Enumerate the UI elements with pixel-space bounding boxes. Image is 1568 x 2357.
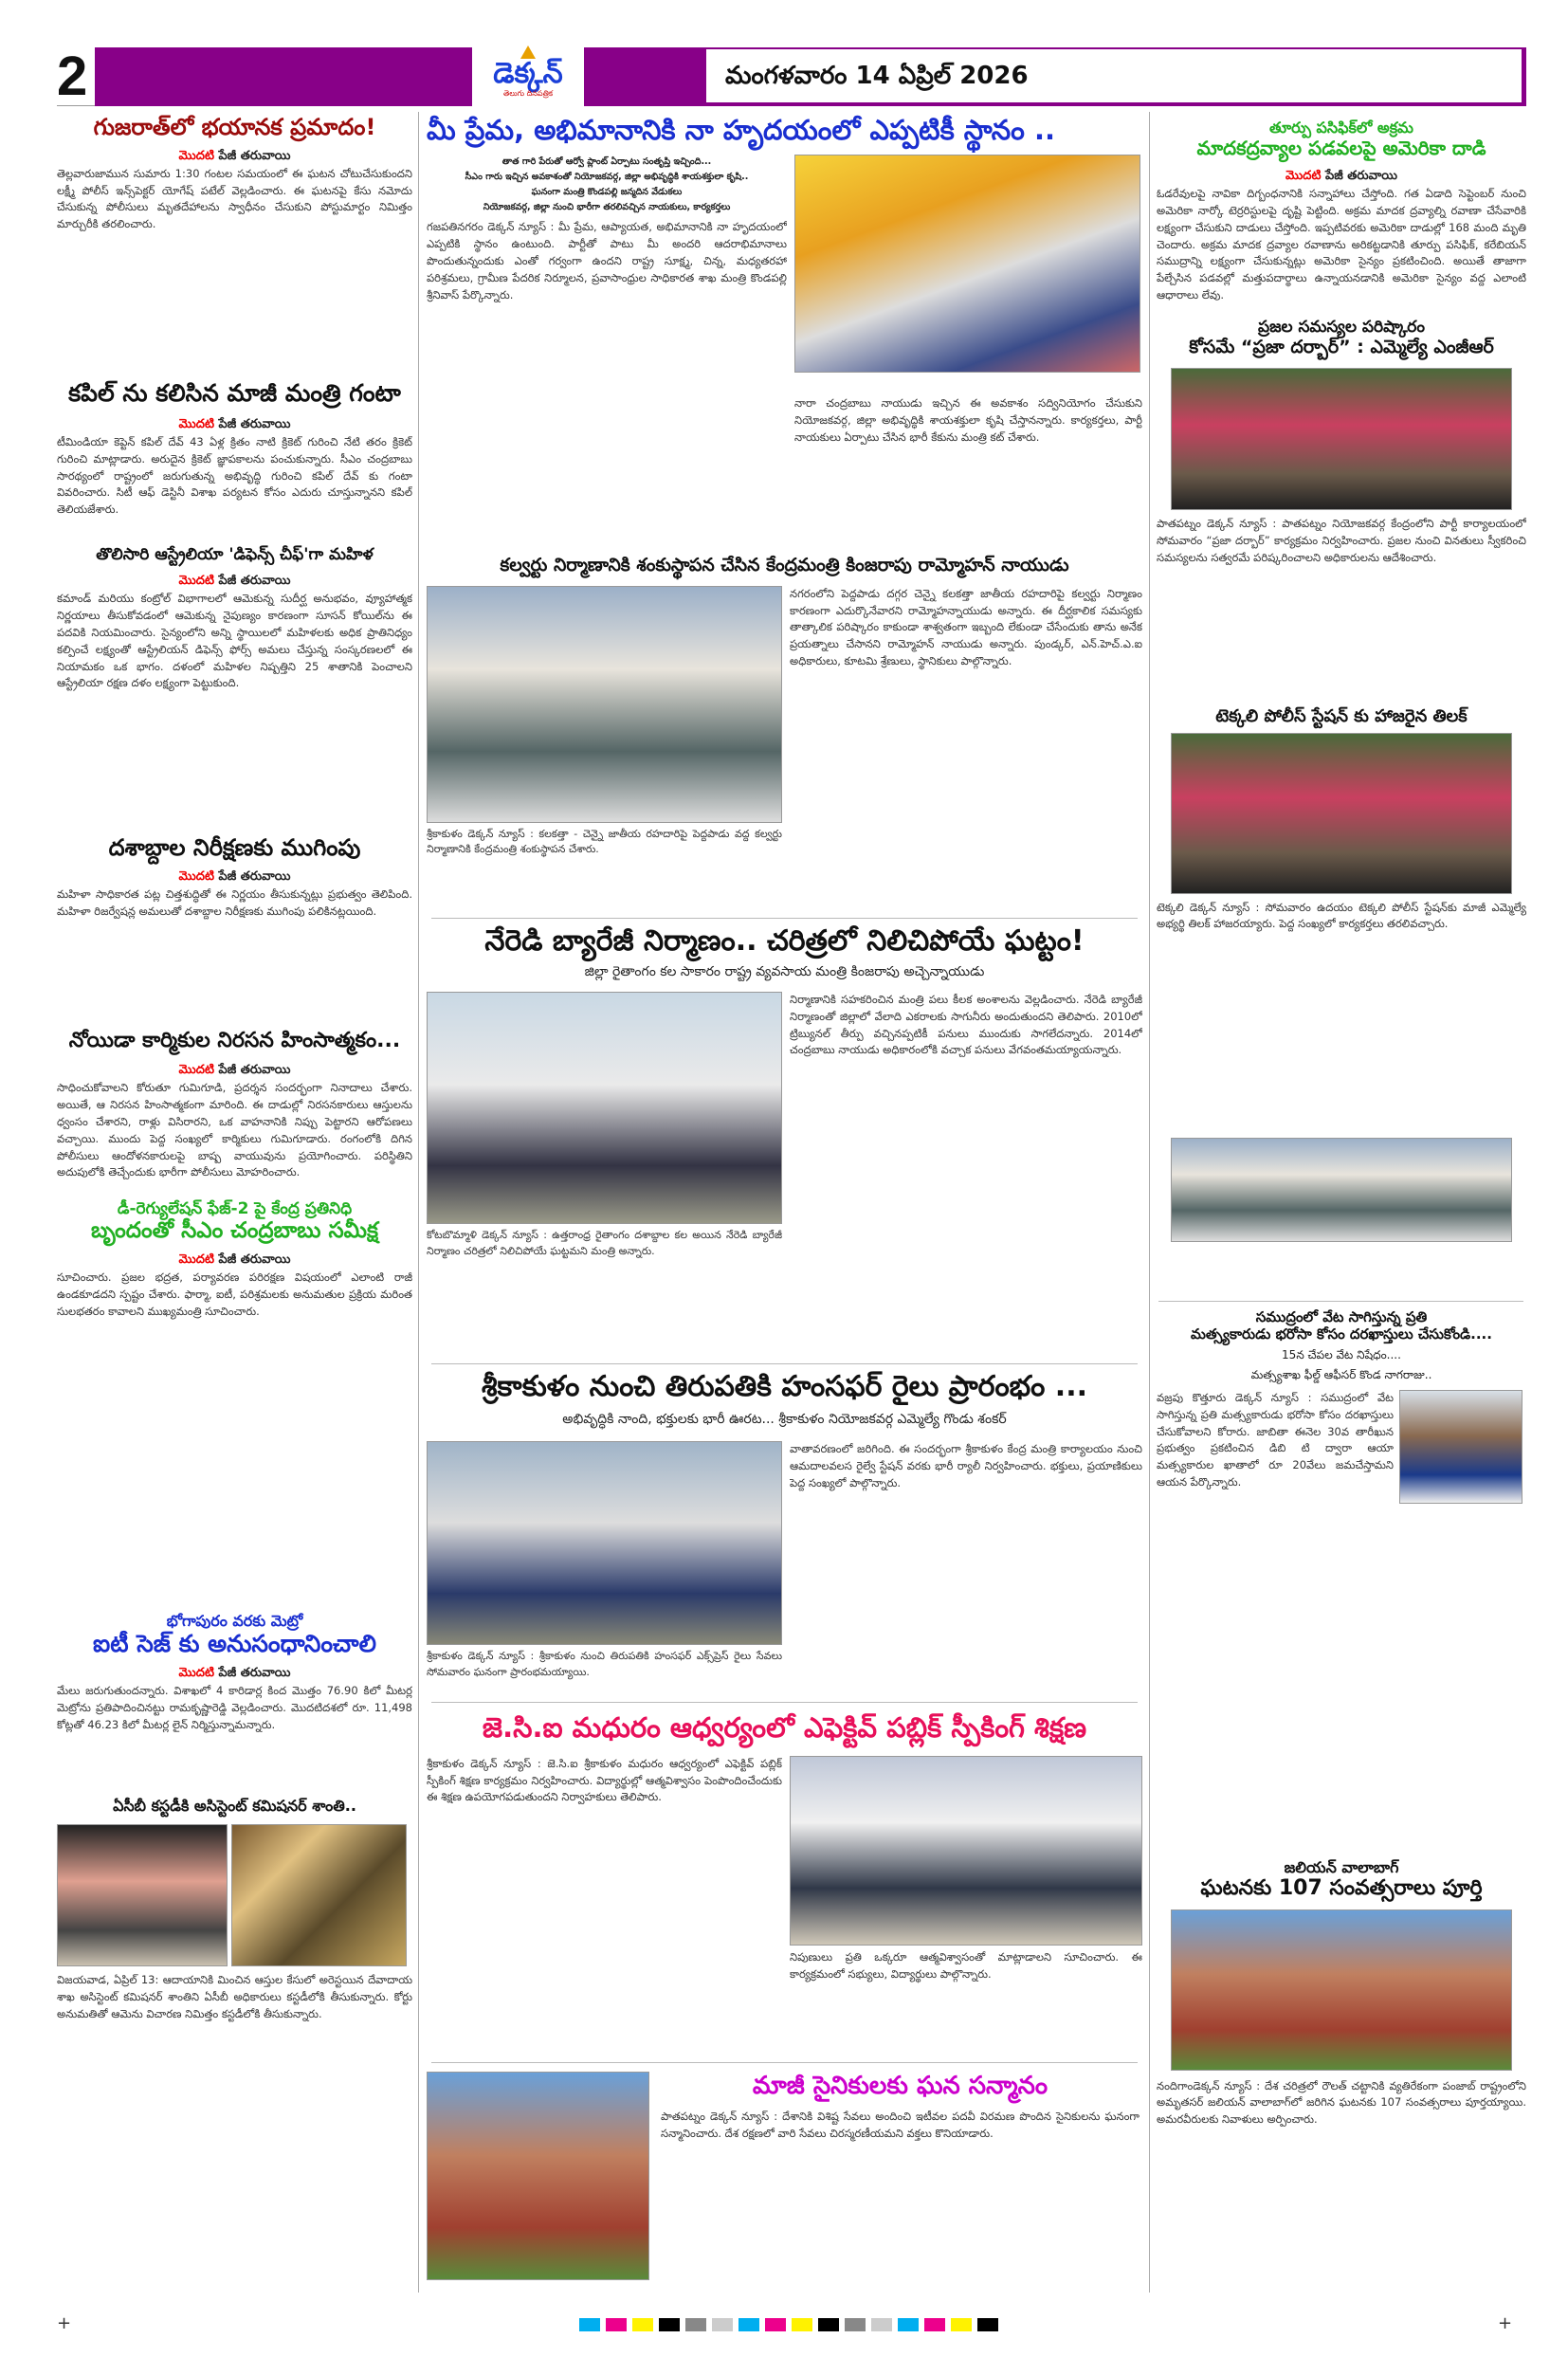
continued-label: మొదటి పేజీ తరువాయి <box>178 1252 291 1267</box>
article-metro <box>57 1612 412 1778</box>
divider <box>431 1363 1138 1364</box>
headline: తొలిసారి ఆస్ట్రేలియా 'డిఫెన్స్ చీఫ్'గా మహిళ <box>96 545 374 564</box>
headline-kicker: సముద్రంలో వేట సాగిస్తున్న ప్రతి <box>1255 1308 1428 1325</box>
article-praja-darbar <box>1157 318 1526 682</box>
continued-label: మొదటి పేజీ తరువాయి <box>178 1666 291 1681</box>
headline-kicker: తూర్పు పసిఫిక్‌లో అక్రమ <box>1269 119 1413 137</box>
headline-kicker: జలియన్ వాలాబాగ్ <box>1284 1858 1399 1876</box>
photo-police-station <box>1171 733 1512 894</box>
photo-birthday-celebration <box>794 155 1140 373</box>
headline-kicker: డీ-రెగ్యులేషన్ ఫేజ్-2 పై కేంద్ర ప్రతినిధి <box>117 1199 353 1218</box>
photo-caption: కోటబొమ్మాళి డెక్కన్ న్యూస్ : ఉత్తరాంధ్ర రైతాంగం దశాబ్దాల కల అయిన నేరెడి బ్యారేజీ నిర్మాణం చరిత్రలో నిలిచిపోయే ఘట్టమని మంత్రి అన్నారు. <box>427 1229 782 1257</box>
photo-jallianwala-memorial <box>1171 1909 1512 2071</box>
photo-field-officer <box>1399 1390 1522 1504</box>
article-body: పాతపట్నం డెక్కన్ న్యూస్ : పాతపట్నం నియోజకవర్గ కేంద్రంలోని పార్టీ కార్యాలయంలో సోమవారం “ప్రజా దర్బార్” కార్యక్రమం నిర్వహించారు. ప్రజల నుంచి వినతులు స్వీకరించి సమస్యలను సత్వరమే పరిష్కరించాలని అధికారులను ఆదేశించారు. <box>1157 517 1526 564</box>
photo-praja-darbar <box>1171 368 1512 510</box>
headline: నోయిడా కార్మికుల నిరసన హింసాత్మకం... <box>68 1029 401 1052</box>
article-ex-servicemen <box>427 2072 1142 2280</box>
continued-label: మొదటి పేజీ తరువాయి <box>178 1063 291 1078</box>
headline: కల్వర్టు నిర్మాణానికి శంకుస్థాపన చేసిన కేంద్రమంత్రి కింజరాపు రామ్మోహన్ నాయుడు <box>500 555 1069 576</box>
sub-headlines: తాత గారి పేరుతో ఆర్వో ప్లాంట్ ఏర్పాటు సంతృప్తి ఇచ్చింది... సీఎం గారు ఇచ్చిన అవకాశంతో నియోజకవర్గ, జిల్లా అభివృద్ధికి శాయశక్తులా కృషి.. ఘనంగా మంత్రి కొండపల్లి జన్మదిన వేడుకలు నియోజకవర్గ, జిల్లా నుంచి భారీగా తరలివచ్చిన నాయకులు, కార్యకర్తలు <box>465 155 749 213</box>
article-body: మేలు జరుగుతుందన్నారు. విశాఖలో 4 కారిడార్ల కింద మొత్తం 76.90 కిలో మీటర్ల మెట్రోను ప్రతిపాదించినట్టు రామకృష్ణారెడ్డి వెల్లడించారు. మొదటిదశలో రూ. 11,498 కోట్లతో 46.23 కిలో మీటర్ల లైన్ నిర్మిస్తున్నామన్నారు. <box>57 1684 412 1731</box>
photo-train-launch <box>427 1441 782 1645</box>
article-body: వజ్రపు కొత్తూరు డెక్కన్ న్యూస్ : సముద్రంలో వేట సాగిస్తున్న ప్రతి మత్స్యకారుడు భరోసా కోసం దరఖాస్తులు చేసుకోవాలని కోరారు. జాబితా ఈనెల 30వ తారీఖున ప్రభుత్వం ప్రకటించిన డిబి టి ద్వారా ఆయా మత్స్యకారుల ఖాతాలో రూ 20వేలు జమచేస్తామని ఆయన పేర్కొన్నారు. <box>1157 1391 1394 1489</box>
article-body: విజయవాడ, ఏప్రిల్ 13: ఆదాయానికి మించిన ఆస్తుల కేసులో అరెస్టయిన దేవాదాయ శాఖ అసిస్టెంట్ కమిషనర్ శాంతిని ఏసీబీ అధికారులు కస్టడీలోకి తీసుకున్నారు. కోర్టు అనుమతితో ఆమెను విచారణ నిమిత్తం కస్టడీలోకి తీసుకున్నారు. <box>57 1973 412 2020</box>
photo-officer <box>57 1824 228 1966</box>
headline: ఏసీబీ కస్టడీకి అసిస్టెంట్ కమిషనర్ శాంతి.. <box>113 1797 356 1815</box>
photo-felicitation <box>427 2072 649 2280</box>
continued-label: మొదటి పేజీ తరువాయి <box>178 417 291 431</box>
divider <box>431 918 1138 919</box>
article-body-continued: నారా చంద్రబాబు నాయుడు ఇచ్చిన ఈ అవకాశం సద్వినియోగం చేసుకుని నియోజకవర్గ, జిల్లా అభివృద్ధికి శాయశక్తులా కృషి చేస్తానన్నారు. కార్యకర్తలు, పార్టీ నాయకులు ఏర్పాటు చేసిన భారీ కేకును మంత్రి కట్ చేశారు. <box>794 396 1142 444</box>
headline-kicker: భోగాపురం వరకు మెట్రో <box>166 1612 303 1630</box>
sub-headline: అభివృద్ధికి నాంది, భక్తులకు భారీ ఊరట... శ్రీకాకుళం నియోజకవర్గ ఎమ్మెల్యే గొండు శంకర్ <box>562 1412 1007 1427</box>
divider <box>431 1702 1138 1703</box>
headline-kicker: ప్రజల సమస్యల పరిష్కారం <box>1258 318 1425 337</box>
article-body: సాధించుకోవాలని కోరుతూ గుమిగూడి, ప్రదర్శన సందర్భంగా నినాదాలు చేశారు. అయితే, ఆ నిరసన హింసాత్మకంగా మారింది. ఈ దాడుల్లో నిరసనకారులు ఆస్తులను ధ్వంసం చేశారని, రాళ్లు విసిరారని, ఒక వాహనానికి నిప్పు పెట్టారని ఆరోపణలు వచ్చాయి. ముందు పెద్ద సంఖ్యలో కార్మికులు గుమిగూడారు. రంగంలోకి దిగిన పోలీసులు ఆందోళనకారులపై బాష్ప వాయువును ప్రయోగించారు. పరిస్థితిని అదుపులోకి తెచ్చేందుకు భారీగా పోలీసులు మోహరించారు. <box>57 1081 412 1179</box>
photo-jci-training <box>790 1756 1142 1946</box>
continued-label: మొదటి పేజీ తరువాయి <box>178 574 291 589</box>
continued-label: మొదటి పేజీ తరువాయి <box>1285 169 1397 184</box>
article-barrage <box>427 924 1142 1324</box>
sub-headline: 15న చేపల వేట నిషేధం.... <box>1282 1348 1401 1361</box>
registration-mark-icon: + <box>57 2313 72 2333</box>
headline: ఐటీ సెజ్ కు అనుసంధానించాలి <box>93 1630 376 1658</box>
article-australia <box>57 545 412 761</box>
article-pacific <box>1157 119 1526 328</box>
headline: మాదకద్రవ్యాల పడవలపై అమెరికా దాడి <box>1196 137 1486 160</box>
headline: దశాబ్దాల నిరీక్షణకు ముగింపు <box>108 834 361 861</box>
headline: శ్రీకాకుళం నుంచి తిరుపతికి హంసఫర్ రైలు ప్రారంభం ... <box>481 1370 1087 1403</box>
article-body: పాతపట్నం డెక్కన్ న్యూస్ : దేశానికి విశిష్ట సేవలు అందించి ఇటీవల పదవీ విరమణ పొందిన సైనికులను ఘనంగా సన్మానించారు. దేశ రక్షణలో వారి సేవలు చిరస్మరణీయమని వక్తలు కొనియాడారు. <box>661 2110 1140 2140</box>
article-body: నగరంలోని పెద్దపాడు దగ్గర చెన్నై కలకత్తా జాతీయ రహదారిపై కల్వర్టు నిర్మాణం కారణంగా ఎదుర్కొనేవారని రామ్మోహన్నాయుడు అన్నారు. ఈ దీర్ఘకాలిక సమస్యకు తాత్కాలిక పరిష్కారం కాకుండా శాశ్వతంగా ఇబ్బంది లేకుండా చేసేందుకు తాను అనేక ప్రయత్నాలు చేసానని రామ్మోహన్ నాయుడు అన్నారు. పుండ్కర్, ఎన్.హెచ్.ఎ.ఐ అధికారులు, కూటమి శ్రేణులు, స్థానికులు పాల్గొన్నారు. <box>790 586 1142 668</box>
column-divider <box>1149 112 1150 2293</box>
column-divider <box>418 112 419 2293</box>
article-body: మహిళా సాధికారత పట్ల చిత్తశుద్ధితో ఈ నిర్ణయం తీసుకున్నట్లు ప్రభుత్వం తెలిపింది. మహిళా రిజర్వేషన్ల అమలుతో దశాబ్దాల నిరీక్షణకు ముగింపు పలికినట్లయింది. <box>57 886 412 918</box>
photo-caption: శ్రీకాకుళం డెక్కన్ న్యూస్ : కలకత్తా - చెన్నై జాతీయ రహదారిపై పెద్దపాడు వద్ద కల్వర్టు నిర్మాణానికి కేంద్రమంత్రి శంకుస్థాపన చేశారు. <box>427 827 782 856</box>
article-body: టీమిండియా కెప్టెన్ కపిల్ దేవ్ 43 ఏళ్ల క్రితం నాటి క్రికెట్ గురించి నేటి తరం క్రికెట్ గురించి మాట్లాడారు. అరుదైన క్రికెట్ జ్ఞాపకాలను పంచుకున్నారు. సీఎం చంద్రబాబు సారథ్యంలో రాష్ట్రంలో జరుగుతున్న అభివృద్ధి గురించి కపిల్ దేవ్ కు గంటా వివరించారు. సిటీ ఆఫ్ డెస్టినీ విశాఖ పర్యటన కోసం ఎదురు చూస్తున్నానని కపిల్ తెలియజేశారు. <box>57 435 412 517</box>
sub-headline: జిల్లా రైతాంగం కల సాకారం రాష్ట్ర వ్యవసాయ మంత్రి కింజరాపు అచ్చెన్నాయుడు <box>584 964 985 979</box>
article-noida <box>57 1029 412 1203</box>
article-body: సూచించారు. ప్రజల భద్రత, పర్యావరణ పరిరక్షణ విషయంలో ఎలాంటి రాజీ ఉండకూడదని స్పష్టం చేశారు. ఫార్మా, ఐటీ, పరిశ్రమలకు అనుమతుల ప్రక్రియ మరింత సులభతరం కావాలని ముఖ్యమంత్రి సూచించారు. <box>57 1270 412 1318</box>
page-number: 2 <box>57 47 95 106</box>
article-kapil <box>57 379 412 521</box>
newspaper-logo <box>472 44 584 110</box>
headline: ఘటనకు 107 సంవత్సరాలు పూర్తి <box>1200 1876 1483 1901</box>
article-body: గజపతినగరం డెక్కన్ న్యూస్ : మీ ప్రేమ, ఆప్యాయత, అభిమానానికి నా హృదయంలో ఎప్పటికి స్థానం ఉంటుంది. పార్టీతో పాటు మీ అందరి ఆదరాభిమానాలు పొందుతున్నందుకు ఎంతో గర్వంగా ఉందని రాష్ట్ర సూక్ష్మ, చిన్న, మధ్యతరహా పరిశ్రమలు, గ్రామీణ పేదరిక నిర్మూలన, ప్రవాసాంధ్రుల సాధికారత శాఖ మంత్రి కొండపల్లి శ్రీనివాస్ పేర్కొన్నారు. <box>427 220 787 301</box>
article-body: వాతావరణంలో జరిగింది. ఈ సందర్భంగా శ్రీకాకుళం కేంద్ర మంత్రి కార్యాలయం నుంచి ఆమదాలవలస రైల్వే స్టేషన్ వరకు భారీ ర్యాలీ నిర్వహించారు. భక్తులు, ప్రయాణికులు పెద్ద సంఖ్యలో పాల్గొన్నారు. <box>790 1442 1142 1489</box>
headline: జె.సి.ఐ మధురం ఆధ్వర్యంలో ఎఫెక్టివ్ పబ్లిక్ స్పీకింగ్ శిక్షణ <box>482 1711 1087 1744</box>
logo-tagline: తెలుగు దినపత్రిక <box>502 89 554 98</box>
edition-date: మంగళవారం 14 ఏప్రిల్ 2026 <box>706 49 1522 102</box>
photo-gathering <box>1171 1138 1512 1242</box>
headline: కపిల్ ను కలిసిన మాజీ మంత్రి గంటా <box>68 379 401 407</box>
registration-mark-icon: + <box>1498 2313 1513 2333</box>
continued-label: మొదటి పేజీ తరువాయి <box>178 868 291 884</box>
article-jci <box>427 1711 1142 2040</box>
photo-minister-event <box>427 586 782 823</box>
continued-label: మొదటి పేజీ తరువాయి <box>178 148 291 163</box>
article-tekkali <box>1157 706 1526 1242</box>
article-body: నిర్మాణానికి సహకరించిన మంత్రి పలు కీలక అంశాలను వెల్లడించారు. నేరెడి బ్యారేజీ నిర్మాణంతో జిల్లాలో వేలాది ఎకరాలకు సాగునీరు అందుతుందని తెలిపారు. 2010లో ట్రిబ్యునల్ తీర్పు వచ్చినప్పటికీ పనులు ముందుకు సాగలేదన్నారు. 2014లో చంద్రబాబు నాయుడు అధికారంలోకి వచ్చాక పనులు వేగవంతమయ్యాయన్నారు. <box>790 993 1142 1057</box>
photo-seized-items <box>231 1824 407 1966</box>
article-body: తెల్లవారుజామున సుమారు 1:30 గంటల సమయంలో ఈ ఘటన చోటుచేసుకుందని లక్ష్మీ పోలీస్ ఇన్స్‌పెక్టర్ యోగేష్ పటేల్ వెల్లడించారు. ఈ ఘటనపై కేసు నమోదు చేసుకున్న పోలీసులు మృతదేహాలను స్వాధీనం చేసుకుని పోస్టుమార్టం నిమిత్తం మార్చురీకి తరలించారు. <box>57 166 412 231</box>
divider <box>431 2062 1138 2063</box>
article-minister-birthday <box>427 114 1142 519</box>
headline: గుజరాత్‌లో భయానక ప్రమాదం! <box>93 114 376 140</box>
article-body: టెక్కలి డెక్కన్ న్యూస్ : సోమవారం ఉదయం టెక్కలి పోలీస్ స్టేషన్‌కు మాజీ ఎమ్మెల్యే అభ్యర్థి తిలక్ హాజరయ్యారు. పెద్ద సంఖ్యలో కార్యకర్తలు తరలివచ్చారు. <box>1157 900 1526 931</box>
article-decades <box>57 834 412 972</box>
article-fishermen <box>1157 1308 1526 1504</box>
article-acb <box>57 1797 412 2228</box>
article-deregulation <box>57 1199 412 1573</box>
photo-barrage-meeting <box>427 992 782 1224</box>
article-jallianwala <box>1157 1858 1526 2244</box>
logo-name: డెక్కన్ <box>493 57 563 90</box>
article-body: కమాండ్ మరియు కంట్రోల్ విభాగాలలో ఆమెకున్న సుదీర్ఘ అనుభవం, వ్యూహాత్మక నిర్ణయాలు తీసుకోవడంలో ఆమెకున్న నైపుణ్యం కారణంగా సూసన్ కోయిల్‌ను ఈ పదవికి నియమించారు. సైన్యంలోని అన్ని స్థాయిలలో మహిళలకు అధిక ప్రాతినిధ్యం కల్పించే లక్ష్యంతో ఆస్ట్రేలియన్ డిఫెన్స్ ఫోర్స్ అమలు చేస్తున్న సంస్కరణలలో ఈ నియామకం ఒక భాగం. దళంలో మహిళల నిష్పత్తిని 25 శాతానికి పెంచాలని ఆస్ట్రేలియా రక్షణ దళం లక్ష్యంగా పెట్టుకుంది. <box>57 592 412 690</box>
headline: మీ ప్రేమ, అభిమానానికి నా హృదయంలో ఎప్పటికీ స్థానం .. <box>427 114 1055 146</box>
headline: మత్స్యకారుడు భరోసా కోసం దరఖాస్తులు చేసుకోండి.... <box>1191 1325 1492 1343</box>
article-gujarat <box>57 114 412 299</box>
headline: కోసమే “ప్రజా దర్బార్” : ఎమ్మెల్యే ఎంజీఆర్ <box>1189 337 1494 358</box>
article-culvert <box>427 555 1142 885</box>
article-body-continued: నిపుణులు ప్రతి ఒక్కరూ ఆత్మవిశ్వాసంతో మాట్లాడాలని సూచించారు. ఈ కార్యక్రమంలో సభ్యులు, విద్యార్థులు పాల్గొన్నారు. <box>790 1949 1142 1981</box>
article-body: నందిగాండెక్కన్ న్యూస్ : దేశ చరిత్రలో రౌలత్ చట్టానికి వ్యతిరేకంగా పంజాబ్ రాష్ట్రంలోని అమృతసర్ జలియన్ వాలాబాగ్‌లో జరిగిన ఘటనకు 107 సంవత్సరాలు పూర్తయ్యాయి. అమరవీరులకు నివాళులు అర్పించారు. <box>1157 2078 1526 2127</box>
headline: మాజీ సైనికులకు ఘన సన్మానం <box>752 2072 1048 2100</box>
sub-headline: మత్స్యశాఖ ఫీల్డ్ ఆఫీసర్ కొండ నాగరాజు.. <box>1250 1368 1432 1381</box>
headline: బృందంతో సీఎం చంద్రబాబు సమీక్ష <box>91 1218 378 1244</box>
divider <box>1158 1301 1523 1302</box>
article-body: ఓడరేవులపై నావికా దిగ్బంధనానికి సన్నాహాలు చేస్తోంది. గత ఏడాది సెప్టెంబర్ నుంచి అమెరికా నార్కో టెర్రరిస్టులపై దృష్టి పెట్టింది. అక్రమ మాదక ద్రవ్యాల్ని రవాణా చేసేవారికి లక్ష్యంగా చేసుకుని దాడులు చేస్తోంది. ఇప్పటివరకు అమెరికా దాడుల్లో 168 మంది మృతి చెందారు. అక్రమ మాదక ద్రవ్యాల రవాణాను అరికట్టడానికి తూర్పు పసిఫిక్, కరేబియన్ సముద్రాన్ని లక్ష్యంగా చేసుకున్నట్లు అమెరికా సైన్యం ప్రకటించింది. అయితే తాజాగా పేల్చేసిన పడవల్లో మత్తుపదార్థాలు ఉన్నాయనడానికి అమెరికా సైన్యం వద్ద ఎలాంటి ఆధారాలు లేవు. <box>1157 187 1526 302</box>
article-body: శ్రీకాకుళం డెక్కన్ న్యూస్ : జె.సి.ఐ శ్రీకాకుళం మధురం ఆధ్వర్యంలో ఎఫెక్టివ్ పబ్లిక్ స్పీకింగ్ శిక్షణ కార్యక్రమం నిర్వహించారు. విద్యార్థుల్లో ఆత్మవిశ్వాసం పెంపొందించేందుకు ఈ శిక్షణ ఉపయోగపడుతుందని నిర్వాహకులు తెలిపారు. <box>427 1756 782 1804</box>
article-train <box>427 1370 1142 1695</box>
print-color-bar <box>57 2317 1526 2332</box>
headline: నేరెడి బ్యారేజీ నిర్మాణం.. చరిత్రలో నిలిచిపోయే ఘట్టం! <box>484 924 1085 958</box>
headline: టెక్కలి పోలీస్ స్టేషన్ కు హాజరైన తిలక్ <box>1215 706 1468 726</box>
photo-caption: శ్రీకాకుళం డెక్కన్ న్యూస్ : శ్రీకాకుళం నుంచి తిరుపతికి హంసఫర్ ఎక్స్‌ప్రెస్ రైలు సేవలు సోమవారం ఘనంగా ప్రారంభమయ్యాయి. <box>427 1650 782 1678</box>
